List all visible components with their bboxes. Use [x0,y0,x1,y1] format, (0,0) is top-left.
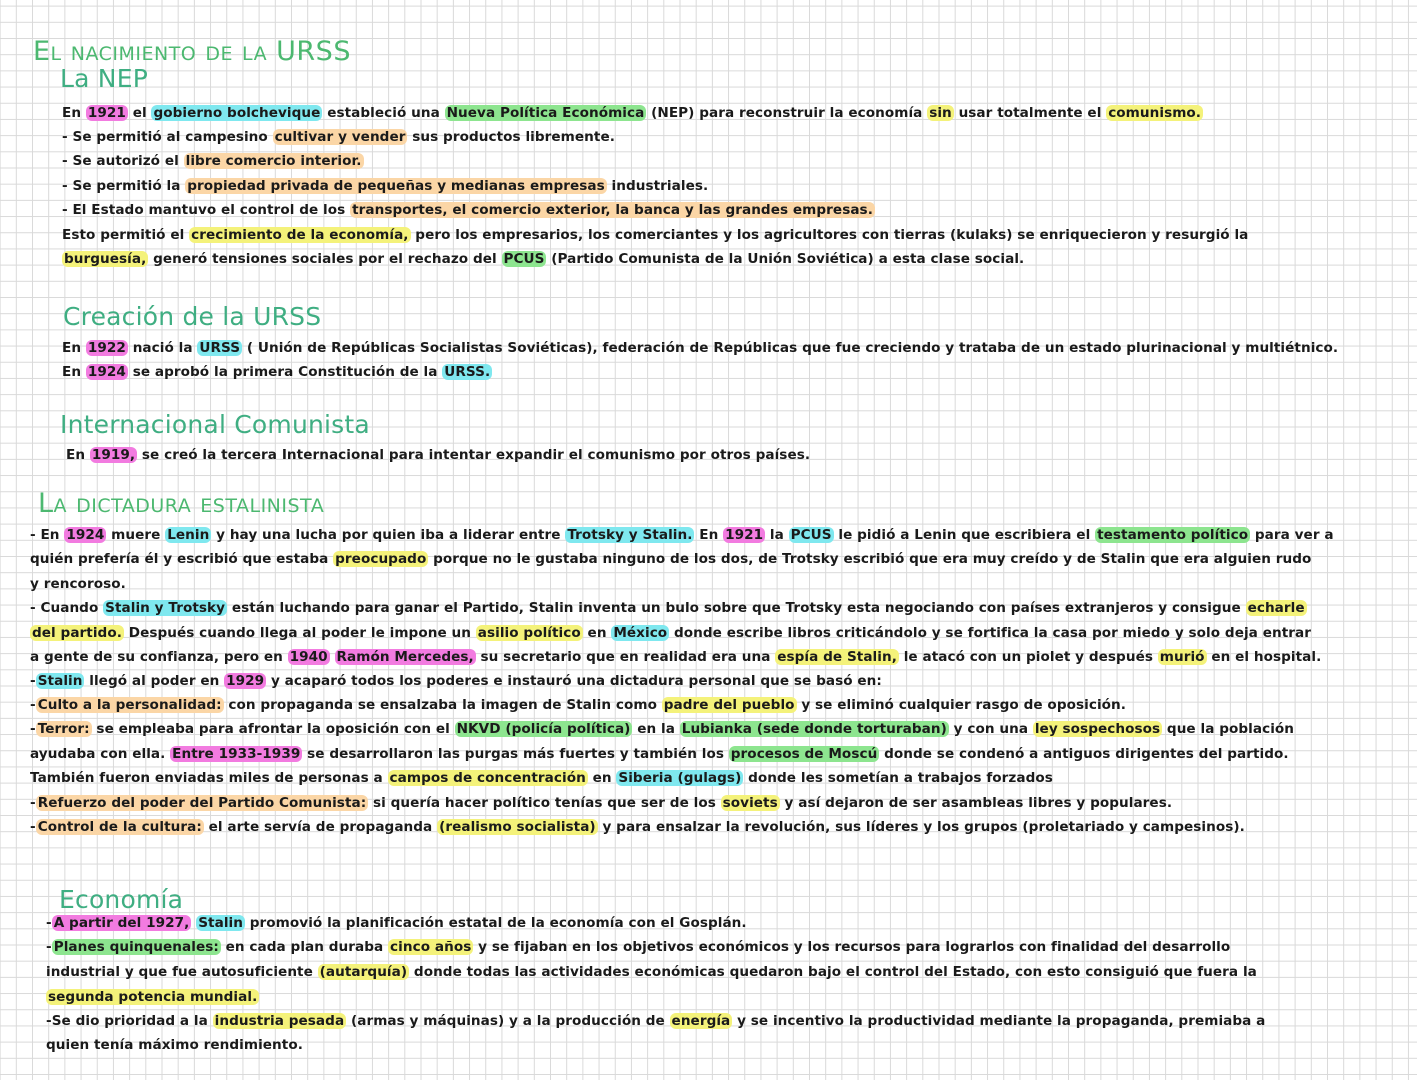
highlighted-text: URSS. [444,364,491,380]
text-segment: se empleaba para afrontar la oposición con el [91,721,455,737]
highlighted-text: espía de Stalin, [777,649,897,665]
text-segment: y se fijaban en los objetivos económicos y los recursos para lograrlos con finalidad del desarrollo [473,939,1231,955]
nep-point-propiedad [62,177,708,195]
highlighted-text: Entre 1933-1939 [172,746,301,762]
highlighted-text: 1924 [87,364,126,380]
highlighted-text: A partir del 1927, [53,915,190,931]
highlighted-text: padre del pueblo [663,697,795,713]
text-segment: - [30,795,36,811]
highlighted-text: del partido. [32,625,122,641]
economia-line-2 [46,938,1230,956]
highlighted-text: NKVD (policía política) [456,721,631,737]
text-segment: En [62,105,86,121]
text-segment: -Se dio prioridad a la [46,1013,213,1029]
text-segment: a gente de su confianza, pero en [30,649,288,665]
text-segment: sus productos libremente. [407,129,615,145]
economia-line-3 [46,963,1257,981]
highlighted-text: Stalin [198,915,243,931]
text-segment: (Partido Comunista de la Unión Soviética) a esta clase social. [546,251,1025,267]
highlighted-text: México [613,625,668,641]
nep-point-estado [62,201,875,219]
text-segment: industrial y que fue autosuficiente [46,964,318,980]
text-segment: muere [106,527,166,543]
text-segment: en [587,770,617,786]
text-segment: si quería hacer político tenías que ser de los [368,795,721,811]
text-segment: - Se permitió la [62,178,186,194]
dictadura-terror-2 [30,745,1289,763]
text-segment: (NEP) para reconstruir la economía [646,105,928,121]
highlighted-text: Ramón Mercedes, [336,649,474,665]
nep-point-comercio [62,152,364,170]
text-segment: donde todas las actividades económicas quedaron bajo el control del Estado, con esto consiguió que fuera la [409,964,1257,980]
highlighted-text: gobierno bolchevique [153,105,321,121]
subtitle-creacion-urss: Creación de la URSS [63,302,322,331]
subtitle-internacional-comunista: Internacional Comunista [60,410,370,439]
highlighted-text: URSS [199,340,241,356]
highlighted-text: testamento político [1097,527,1249,543]
dictadura-terror-1 [30,720,1294,738]
highlighted-text: 1940 [289,649,328,665]
dictadura-refuerzo [30,794,1172,812]
text-segment: donde se condenó a antiguos dirigentes del partido. [879,746,1289,762]
highlighted-text: comunismo. [1108,105,1202,121]
highlighted-text: cultivar y vender [274,129,406,145]
subtitle-economia: Economía [59,885,184,914]
highlighted-text: echarle [1247,600,1305,616]
text-segment: En [62,340,86,356]
highlighted-text: preocupado [335,551,427,567]
highlighted-text: 1929 [226,673,265,689]
text-segment: También fueron enviadas miles de personas a [30,770,388,786]
highlighted-text: soviets [722,795,778,811]
highlighted-text: Siberia (gulags) [618,770,742,786]
economia-line-4 [46,988,259,1006]
title-nacimiento-urss: El nacimiento de la URSS [33,36,351,67]
highlighted-text: Stalin y Trotsky [105,600,226,616]
text-segment: se aprobó la primera Constitución de la [127,364,443,380]
highlighted-text: burguesía, [64,251,147,267]
highlighted-text: Control de la cultura: [37,819,202,835]
highlighted-text: campos de concentración [389,770,586,786]
text-segment: porque no le gustaba ninguno de los dos, de Trotsky escribió que era muy creído y de Stalin que era alguien rudo [428,551,1312,567]
highlighted-text: 1919, [91,447,136,463]
text-segment: y se incentivo la productividad mediante la propaganda, premiaba a [732,1013,1266,1029]
text-segment: generó tensiones sociales por el rechazo del [148,251,502,267]
highlighted-text: 1924 [66,527,105,543]
text-segment: se creó la tercera Internacional para intentar expandir el comunismo por otros países. [137,447,811,463]
text-segment: y con una [948,721,1033,737]
highlighted-text: Refuerzo del poder del Partido Comunista: [37,795,367,811]
text-segment: que la población [1162,721,1295,737]
text-segment: el [127,105,152,121]
highlighted-text: ley sospechosos [1034,721,1161,737]
highlighted-text: Lenin [167,527,210,543]
text-segment: (armas y máquinas) y a la producción de [346,1013,670,1029]
nep-intro-line [62,104,1203,122]
text-segment: y acaparó todos los poderes e instauró una dictadura personal que se basó en: [266,673,882,689]
text-segment: - [30,673,36,689]
text-segment: ( Unión de Repúblicas Socialistas Soviéticas), federación de Repúblicas que fue creciendo y trataba de un estado plurinacional y multiétnico. [242,340,1339,356]
text-segment: industriales. [606,178,709,194]
highlighted-text: transportes, el comercio exterior, la banca y las grandes empresas. [352,202,873,218]
highlighted-text: crecimiento de la economía, [191,227,409,243]
highlighted-text: Planes quinquenales: [53,939,219,955]
highlighted-text: (autarquía) [319,964,408,980]
text-segment: en cada plan duraba [220,939,389,955]
dictadura-line-3 [30,575,126,593]
text-segment: se desarrollaron las purgas más fuertes y también los [302,746,729,762]
highlighted-text: sin [929,105,952,121]
economia-line-1 [46,914,747,932]
highlighted-text: asilio político [477,625,581,641]
dictadura-cultura [30,818,1245,836]
text-segment: están luchando para ganar el Partido, Stalin inventa un bulo sobre que Trotsky esta negociando con países extranjeros y consigue [227,600,1246,616]
creacion-line-1924 [62,363,492,381]
text-segment: promovió la planificación estatal de la economía con el Gosplán. [244,915,747,931]
dictadura-line-4 [30,599,1307,617]
subtitle-nep: La NEP [60,64,148,93]
text-segment: - En [30,527,65,543]
text-segment: la [765,527,789,543]
text-segment: le pidió a Lenin que escribiera el [833,527,1096,543]
text-segment [330,649,335,665]
text-segment: estableció una [322,105,445,121]
highlighted-text: industria pesada [214,1013,345,1029]
text-segment: en [582,625,612,641]
dictadura-line-7 [30,672,882,690]
text-segment: donde les sometían a trabajos forzados [743,770,1053,786]
text-segment: - El Estado mantuvo el control de los [62,202,351,218]
highlighted-text: segunda potencia mundial. [48,989,258,1005]
text-segment: le atacó con un piolet y después [898,649,1158,665]
text-segment: - [46,939,52,955]
text-segment: en el hospital. [1206,649,1322,665]
text-segment: Esto permitió el [62,227,190,243]
dictadura-line-2 [30,550,1311,568]
highlighted-text: (realismo socialista) [439,819,596,835]
text-segment: pero los empresarios, los comerciantes y los agricultores con tierras (kulaks) se enriquecieron y resurgió la [410,227,1249,243]
text-segment: y rencoroso. [30,576,126,592]
text-segment: llegó al poder en [84,673,225,689]
text-segment: el arte servía de propaganda [203,819,438,835]
text-segment: su secretario que en realidad era una [475,649,776,665]
economia-line-5 [46,1012,1265,1030]
text-segment: en la [632,721,680,737]
highlighted-text: Culto a la personalidad: [37,697,222,713]
text-segment: - [30,819,36,835]
highlighted-text: propiedad privada de pequeñas y medianas empresas [187,178,605,194]
text-segment: para ver a [1250,527,1334,543]
text-segment: nació la [127,340,198,356]
dictadura-line-6 [30,648,1321,666]
text-segment: con propaganda se ensalzaba la imagen de Stalin como [223,697,662,713]
text-segment: - Se permitió al campesino [62,129,273,145]
text-segment: y hay una lucha por quien iba a liderar entre [211,527,566,543]
text-segment: En [62,364,86,380]
dictadura-line-1 [30,526,1334,544]
highlighted-text: libre comercio interior. [185,153,362,169]
text-segment: donde escribe libros criticándolo y se fortifica la casa por miedo y solo deja entrar [669,625,1311,641]
text-segment: En [694,527,724,543]
highlighted-text: murió [1159,649,1205,665]
highlighted-text: Stalin [37,673,83,689]
highlighted-text: Trotsky y Stalin. [567,527,693,543]
nep-consequence-line-1 [62,226,1248,244]
text-segment: usar totalmente el [953,105,1107,121]
highlighted-text: PCUS [503,251,545,267]
highlighted-text: 1921 [87,105,126,121]
text-segment: y se eliminó cualquier rasgo de oposición. [796,697,1126,713]
highlighted-text: 1921 [725,527,764,543]
economia-line-6 [46,1036,303,1054]
highlighted-text: procesos de Moscú [730,746,878,762]
highlighted-text: Lubianka (sede donde torturaban) [681,721,947,737]
text-segment: y así dejaron de ser asambleas libres y populares. [779,795,1173,811]
highlighted-text: Terror: [37,721,90,737]
text-segment: y para ensalzar la revolución, sus líderes y los grupos (proletariado y campesinos). [597,819,1245,835]
text-segment: - [30,697,36,713]
text-segment: - Cuando [30,600,104,616]
dictadura-line-5 [30,624,1311,642]
text-segment: quién prefería él y escribió que estaba [30,551,334,567]
dictadura-culto [30,696,1126,714]
text-segment: - Se autorizó el [62,153,184,169]
text-segment: ayudaba con ella. [30,746,171,762]
internacional-line [66,446,810,464]
creacion-line-1922 [62,339,1338,357]
highlighted-text: Nueva Política Económica [446,105,645,121]
nep-consequence-line-2 [62,250,1024,268]
highlighted-text: 1922 [87,340,126,356]
highlighted-text: PCUS [790,527,832,543]
nep-point-campesino [62,128,615,146]
text-segment: Después cuando llega al poder le impone un [123,625,476,641]
text-segment: - [46,915,52,931]
text-segment: quien tenía máximo rendimiento. [46,1037,303,1053]
text-segment: En [66,447,90,463]
highlighted-text: cinco años [390,939,472,955]
dictadura-terror-3 [30,769,1053,787]
text-segment: - [30,721,36,737]
highlighted-text: energía [671,1013,731,1029]
title-dictadura-estalinista: La dictadura estalinista [38,488,325,519]
